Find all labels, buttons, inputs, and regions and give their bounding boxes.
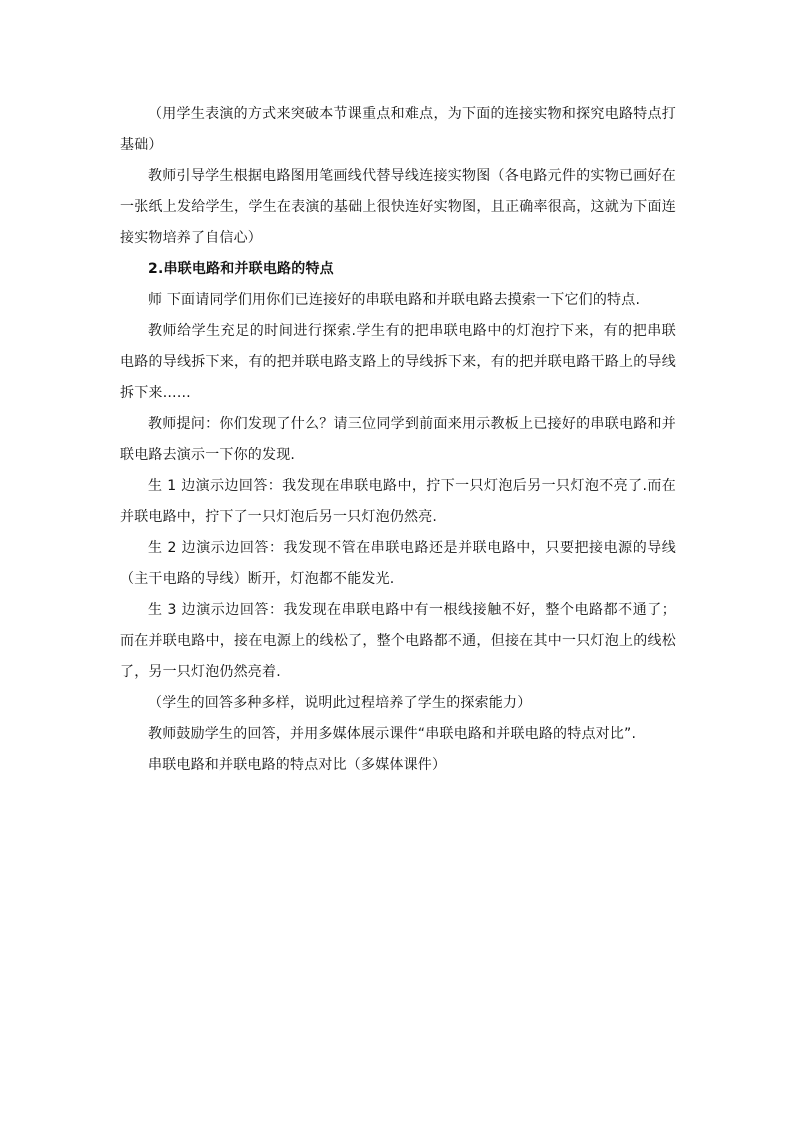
paragraph-design-note: （用学生表演的方式来突破本节课重点和难点，为下面的连接实物和探究电路特点打基础） [120, 106, 676, 153]
paragraph-teacher-instruction: 师 下面请同学们用你们已连接好的串联电路和并联电路去摸索一下它们的特点. [148, 292, 641, 308]
paragraph-answer-note: （学生的回答多种多样，说明此过程培养了学生的探索能力） [148, 695, 532, 711]
section-heading: 2.串联电路和并联电路的特点 [148, 261, 334, 277]
paragraph-student-2-answer: 生 2 边演示边回答：我发现不管在串联电路还是并联电路中，只要把接电源的导线（主干电路的导线）断开，灯泡都不能发光. [120, 540, 676, 587]
paragraph-student-exploration: 教师给学生充足的时间进行探索.学生有的把串联电路中的灯泡拧下来，有的把串联电路的导线拆下来，有的把并联电路支路上的导线拆下来，有的把并联电路干路上的导线拆下来…… [120, 323, 676, 401]
paragraph-teacher-guidance: 教师引导学生根据电路图用笔画线代替导线连接实物图（各电路元件的实物已画好在一张纸上发给学生，学生在表演的基础上很快连好实物图，且正确率很高，这就为下面连接实物培养了自信心） [120, 168, 676, 246]
paragraph-student-1-answer: 生 1 边演示边回答：我发现在串联电路中，拧下一只灯泡后另一只灯泡不亮了.而在并联电路中，拧下了一只灯泡后另一只灯泡仍然亮. [120, 478, 676, 525]
paragraph-student-3-answer: 生 3 边演示边回答：我发现在串联电路中有一根线接触不好，整个电路都不通了；而在并联电路中，接在电源上的线松了，整个电路都不通，但接在其中一只灯泡上的线松了，另一只灯泡仍然亮着. [120, 602, 676, 680]
document-body [120, 99, 676, 781]
paragraph-teacher-question: 教师提问：你们发现了什么？请三位同学到前面来用示教板上已接好的串联电路和并联电路去演示一下你的发现. [120, 416, 676, 463]
paragraph-teacher-encouragement: 教师鼓励学生的回答，并用多媒体展示课件“串联电路和并联电路的特点对比”. [148, 726, 637, 742]
paragraph-comparison-title: 串联电路和并联电路的特点对比（多媒体课件） [148, 757, 447, 773]
